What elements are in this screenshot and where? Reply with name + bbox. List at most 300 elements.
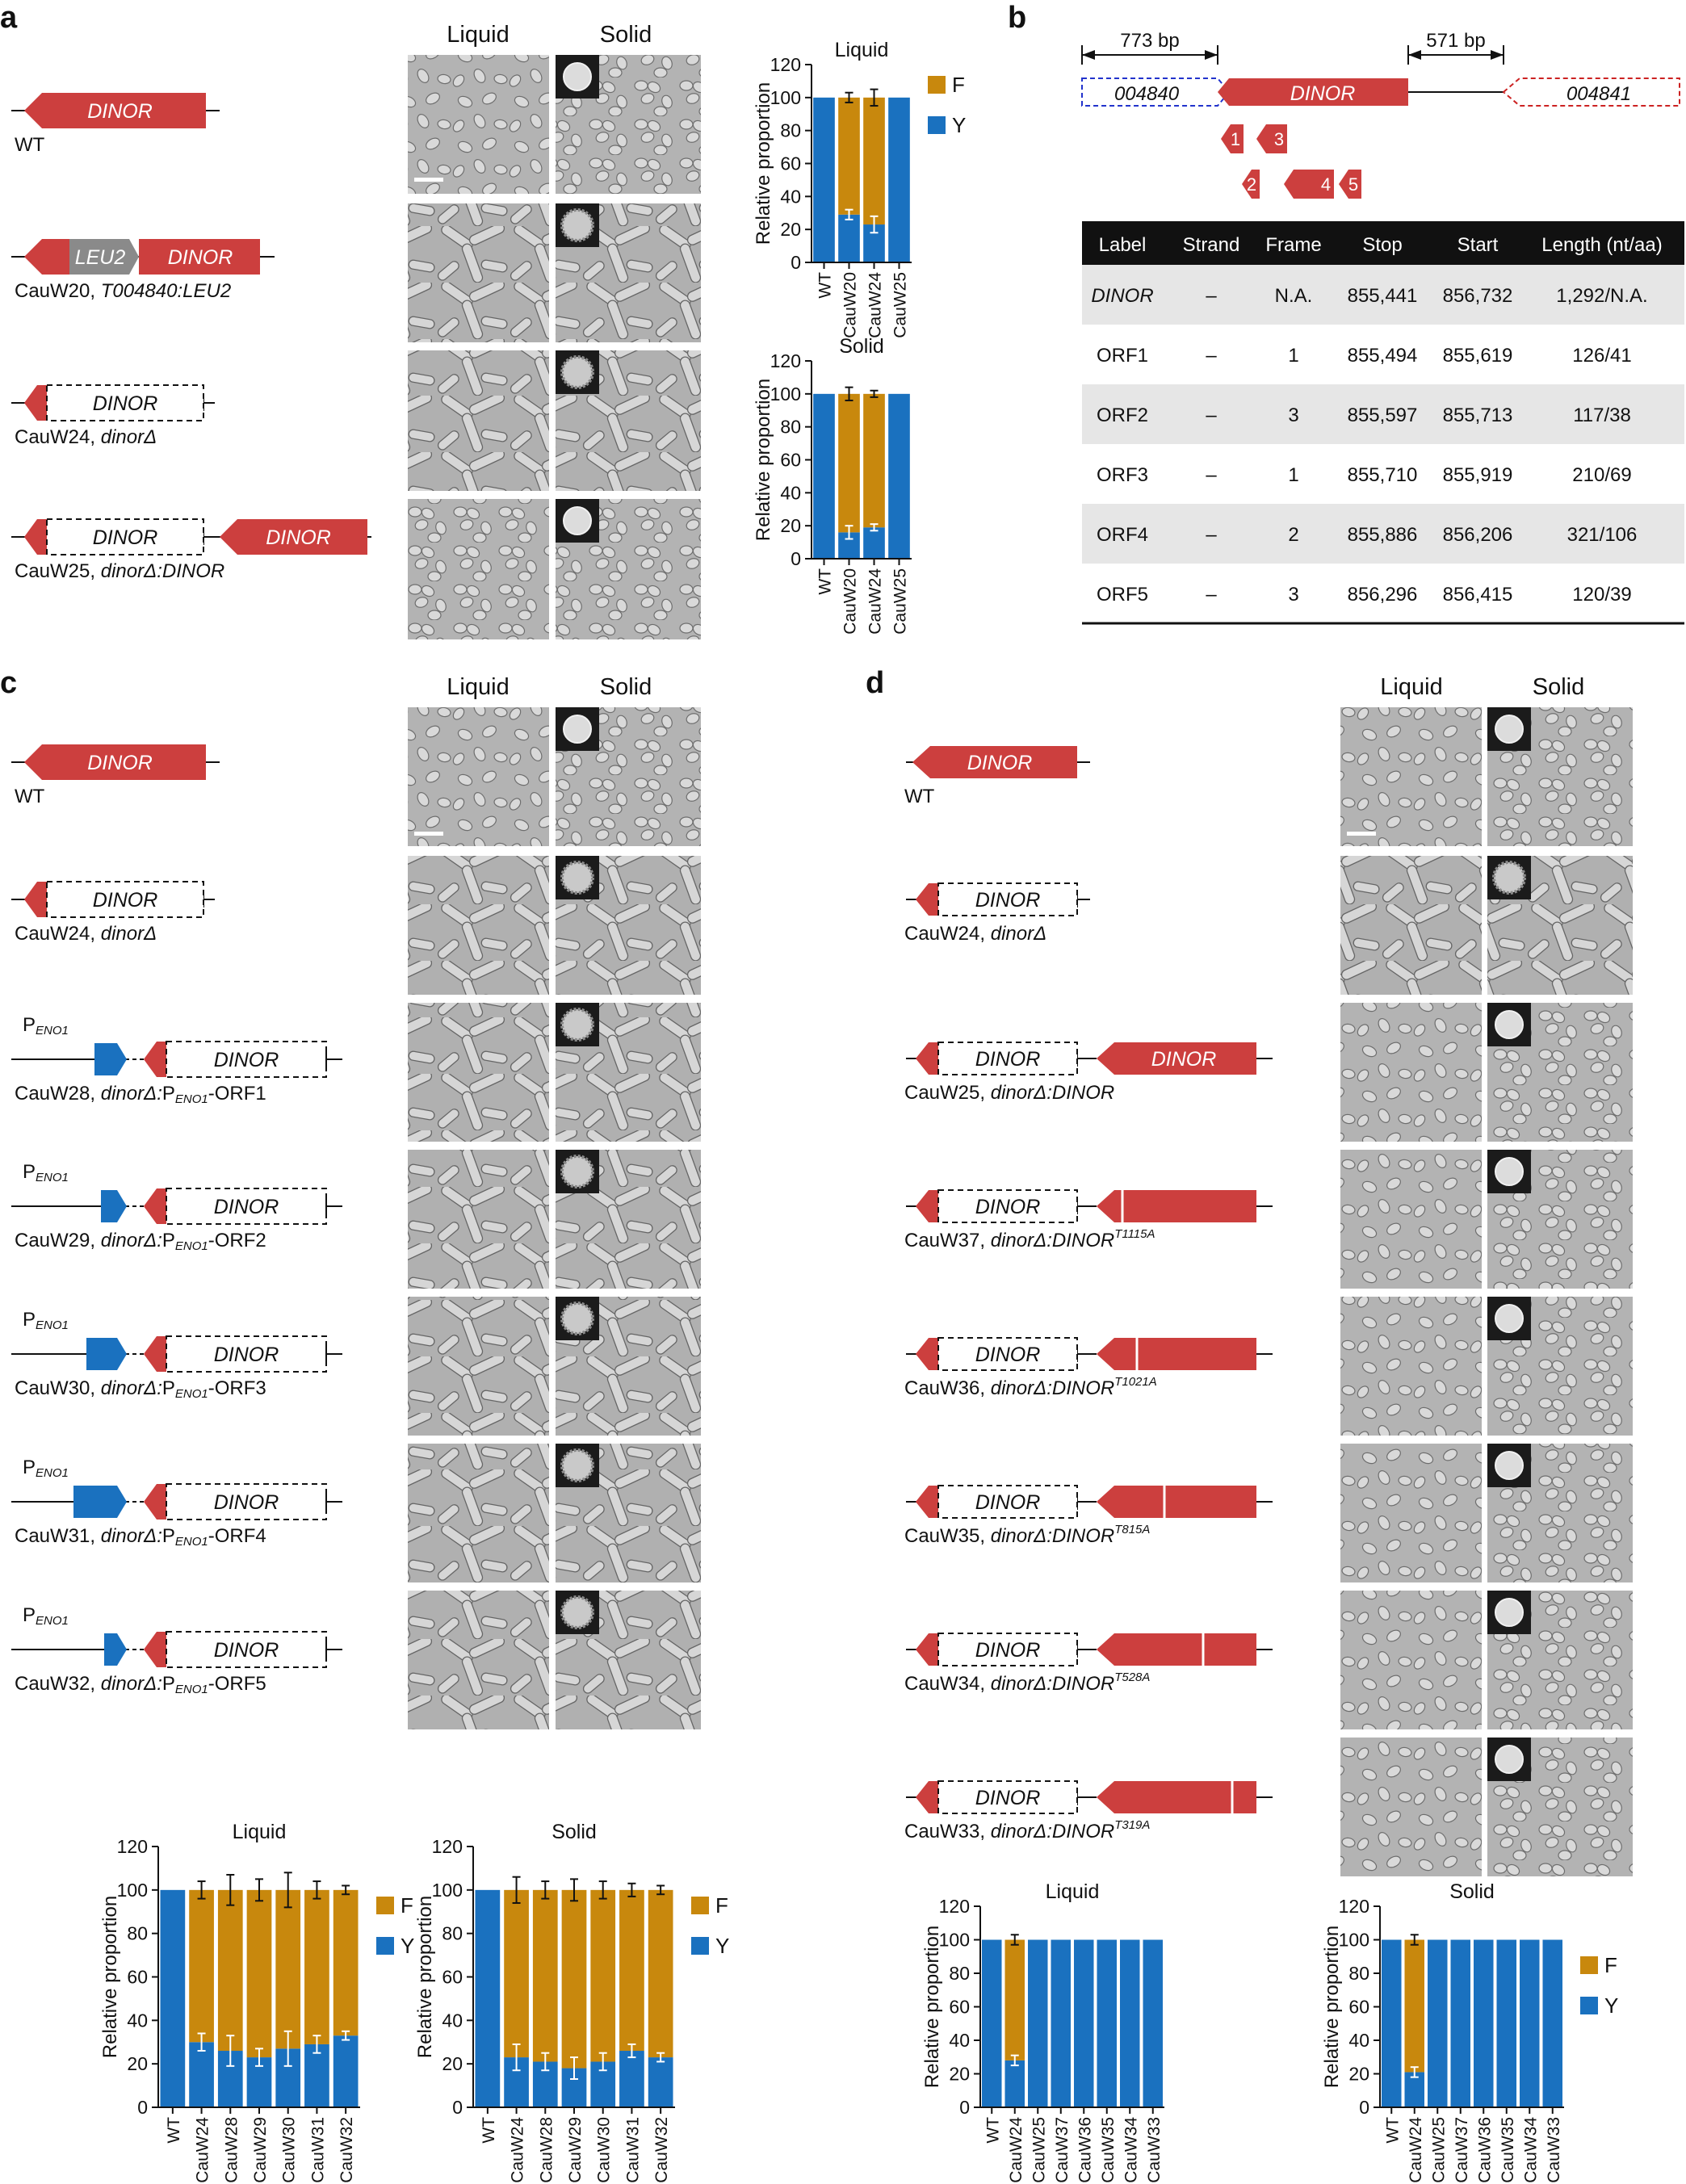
y-tick-label: 80 bbox=[442, 1922, 463, 1944]
orf-blue-arrow bbox=[86, 1338, 127, 1370]
legend-label-f: F bbox=[401, 1893, 413, 1918]
panel-label-d: d bbox=[866, 666, 885, 700]
micrograph-liquid bbox=[1340, 1738, 1482, 1876]
micrograph-liquid bbox=[1340, 1591, 1482, 1729]
chart-title: Solid bbox=[839, 335, 884, 358]
column-header-liquid: Liquid bbox=[1380, 674, 1443, 700]
bar-f bbox=[1004, 1940, 1025, 2060]
strain-label: CauW37, $dinor\Delta:DINOR^{T1115A}$ bbox=[904, 1227, 1155, 1251]
promoter-label: PENO1 bbox=[23, 1309, 69, 1332]
y-tick-label: 120 bbox=[938, 1896, 970, 1917]
bar-f bbox=[838, 98, 860, 215]
deleted-region-label: DINOR bbox=[92, 889, 158, 912]
dinor-gene-label: DINOR bbox=[167, 246, 233, 269]
x-tick-label: CauW29 bbox=[251, 2117, 270, 2183]
y-tick-label: 0 bbox=[452, 2097, 463, 2118]
x-tick-label: CauW31 bbox=[623, 2117, 643, 2183]
y-tick-label: 20 bbox=[442, 2053, 463, 2075]
arrowhead bbox=[1408, 50, 1421, 60]
y-tick-label: 40 bbox=[780, 482, 801, 504]
table-cell: ORF4 bbox=[1096, 524, 1149, 546]
chart-title: Liquid bbox=[232, 1821, 287, 1843]
y-tick-label: 0 bbox=[791, 548, 801, 569]
micrograph-liquid bbox=[408, 203, 549, 342]
strain-label: CauW28, dinorΔ:PENO1-ORF1 bbox=[15, 1083, 266, 1106]
colony-icon bbox=[1494, 862, 1525, 893]
y-tick-label: 120 bbox=[1338, 1896, 1369, 1917]
colony-icon bbox=[562, 210, 593, 241]
colony-icon bbox=[1495, 1599, 1523, 1626]
x-tick-label: CauW35 bbox=[1498, 2117, 1517, 2183]
x-tick-label: CauW29 bbox=[566, 2117, 585, 2183]
bar-y bbox=[1474, 1940, 1494, 2108]
bar-y bbox=[1542, 1940, 1562, 2108]
table-cell: 117/38 bbox=[1573, 405, 1631, 426]
promoter-label: PENO1 bbox=[23, 1161, 69, 1184]
chart-title: Liquid bbox=[1045, 1880, 1100, 1903]
chart-a-solid bbox=[753, 335, 912, 635]
table-cell: 210/69 bbox=[1572, 464, 1632, 486]
deleted-region-label: DINOR bbox=[213, 1049, 279, 1071]
y-tick-label: 100 bbox=[116, 1879, 148, 1901]
x-tick-label: CauW28 bbox=[222, 2117, 241, 2183]
dinor-remnant-arrow bbox=[144, 1188, 166, 1224]
x-tick-label: CauW34 bbox=[1122, 2117, 1141, 2183]
distance-label-left: 773 bp bbox=[1120, 30, 1180, 52]
orf-number: 4 bbox=[1320, 174, 1332, 195]
micrograph-liquid bbox=[1340, 1150, 1482, 1289]
y-tick-label: 60 bbox=[949, 1996, 970, 2018]
y-tick-label: 80 bbox=[1348, 1963, 1369, 1984]
strain-label: WT bbox=[904, 786, 935, 807]
table-cell: 855,886 bbox=[1347, 524, 1418, 546]
colony-icon bbox=[564, 507, 591, 534]
x-tick-label: CauW24 bbox=[193, 2117, 212, 2183]
y-tick-label: 0 bbox=[137, 2097, 148, 2118]
x-tick-label: CauW20 bbox=[841, 272, 860, 338]
orf-number: 5 bbox=[1348, 174, 1359, 195]
deleted-region-label: DINOR bbox=[213, 1196, 279, 1218]
x-tick-label: CauW24 bbox=[1406, 2117, 1425, 2183]
y-tick-label: 0 bbox=[959, 2097, 970, 2118]
table-cell: 1 bbox=[1288, 345, 1299, 367]
gene-004840-label: 004840 bbox=[1114, 83, 1180, 105]
dinor-remnant-arrow bbox=[916, 1338, 938, 1370]
table-cell: 855,597 bbox=[1347, 405, 1418, 426]
bar-f bbox=[1404, 1940, 1424, 2073]
colony-icon bbox=[562, 1597, 593, 1628]
table-cell: 855,441 bbox=[1347, 285, 1418, 307]
colony-icon bbox=[1495, 715, 1523, 743]
deleted-region-label: DINOR bbox=[92, 526, 158, 549]
y-axis-label: Relative proportion bbox=[753, 378, 774, 542]
deleted-region-label: DINOR bbox=[92, 392, 158, 415]
bar-y bbox=[982, 1940, 1002, 2108]
orf-blue-arrow bbox=[101, 1190, 127, 1222]
y-tick-label: 120 bbox=[770, 350, 801, 371]
promoter-label: PENO1 bbox=[23, 1457, 69, 1480]
colony-icon bbox=[562, 1303, 593, 1334]
chart-title: Solid bbox=[1449, 1880, 1495, 1903]
dinor-remnant-arrow bbox=[144, 1632, 166, 1667]
table-header-cell: Stop bbox=[1362, 234, 1403, 256]
bar-y bbox=[1382, 1940, 1402, 2108]
dinor-gene-arrow bbox=[1097, 1338, 1256, 1370]
x-tick-label: CauW28 bbox=[537, 2117, 556, 2183]
dinor-remnant-arrow bbox=[916, 1486, 938, 1518]
x-tick-label: CauW31 bbox=[308, 2117, 328, 2183]
micrograph-liquid bbox=[1340, 707, 1482, 846]
promoter-label: PENO1 bbox=[23, 1014, 69, 1038]
x-tick-label: CauW25 bbox=[891, 568, 910, 635]
scale-bar bbox=[1347, 832, 1376, 836]
table-cell: 856,415 bbox=[1442, 584, 1513, 606]
strain-label: WT bbox=[15, 786, 45, 807]
strain-label: CauW34, $dinor\Delta:DINOR^{T528A}$ bbox=[904, 1670, 1151, 1695]
bar-y bbox=[619, 2051, 644, 2107]
legend-label-f: F bbox=[952, 73, 965, 97]
micrograph-liquid bbox=[408, 1444, 549, 1582]
strain-label: CauW33, $dinor\Delta:DINOR^{T319A}$ bbox=[904, 1818, 1151, 1842]
bar-y bbox=[1428, 1940, 1448, 2108]
bar-f bbox=[562, 1890, 587, 2069]
table-cell: 855,919 bbox=[1442, 464, 1513, 486]
table-cell: ORF1 bbox=[1096, 345, 1149, 367]
bar-y bbox=[161, 1890, 186, 2107]
table-cell: – bbox=[1206, 524, 1217, 546]
table-cell: 855,713 bbox=[1442, 405, 1513, 426]
bar-y bbox=[1120, 1940, 1140, 2108]
legend-label-f: F bbox=[715, 1893, 728, 1918]
bar-f bbox=[304, 1890, 329, 2044]
micrograph-liquid bbox=[408, 499, 549, 639]
deleted-region-label: DINOR bbox=[213, 1344, 279, 1366]
bar-y bbox=[1004, 2060, 1025, 2107]
colony-icon bbox=[562, 357, 593, 388]
colony-icon bbox=[1495, 1746, 1523, 1773]
bar-f bbox=[189, 1890, 214, 2042]
dinor-gene-label: DINOR bbox=[87, 752, 153, 774]
x-tick-label: WT bbox=[1383, 2117, 1403, 2144]
leu2-label: LEU2 bbox=[74, 246, 126, 269]
legend-swatch-y bbox=[928, 116, 946, 134]
micrograph-liquid bbox=[1340, 1003, 1482, 1142]
legend-swatch-f bbox=[376, 1897, 394, 1914]
dinor-gene-label: DINOR bbox=[1151, 1048, 1217, 1071]
x-tick-label: WT bbox=[984, 2117, 1003, 2144]
strain-label: CauW32, dinorΔ:PENO1-ORF5 bbox=[15, 1673, 266, 1696]
deleted-region-label: DINOR bbox=[975, 1344, 1041, 1366]
bar-y bbox=[1074, 1940, 1094, 2108]
colony-icon bbox=[562, 1009, 593, 1040]
x-tick-label: CauW25 bbox=[1429, 2117, 1449, 2183]
y-tick-label: 120 bbox=[770, 54, 801, 75]
x-tick-label: CauW30 bbox=[279, 2117, 299, 2183]
y-tick-label: 0 bbox=[1359, 2097, 1369, 2118]
deleted-region-label: DINOR bbox=[975, 1491, 1041, 1514]
bar-y bbox=[476, 1890, 501, 2107]
dinor-gene-arrow bbox=[1097, 1190, 1256, 1222]
dinor-remnant-arrow bbox=[916, 883, 938, 916]
deleted-region-label: DINOR bbox=[213, 1639, 279, 1662]
colony-icon bbox=[1495, 1011, 1523, 1038]
y-axis-label: Relative proportion bbox=[921, 1925, 943, 2089]
y-tick-label: 100 bbox=[431, 1879, 463, 1901]
colony-icon bbox=[564, 715, 591, 743]
colony-icon bbox=[564, 63, 591, 90]
deleted-region-label: DINOR bbox=[975, 889, 1041, 912]
legend-swatch-f bbox=[1580, 1956, 1598, 1974]
table-cell: 1 bbox=[1288, 464, 1299, 486]
table-cell: DINOR bbox=[1091, 285, 1154, 307]
table-cell: 1,292/N.A. bbox=[1556, 285, 1648, 307]
legend-label-f: F bbox=[1604, 1953, 1617, 1977]
y-tick-label: 20 bbox=[780, 515, 801, 537]
x-tick-label: WT bbox=[479, 2117, 498, 2144]
colony-icon bbox=[1495, 1305, 1523, 1332]
x-tick-label: WT bbox=[164, 2117, 183, 2144]
legend-swatch-y bbox=[376, 1937, 394, 1955]
dinor-remnant-arrow bbox=[24, 239, 69, 275]
bar-y bbox=[1450, 1940, 1470, 2108]
micrograph-liquid bbox=[408, 856, 549, 995]
orf-number: 3 bbox=[1273, 129, 1285, 149]
y-tick-label: 20 bbox=[949, 2063, 970, 2085]
y-tick-label: 100 bbox=[1338, 1929, 1369, 1951]
y-tick-label: 80 bbox=[780, 119, 801, 141]
bar-f bbox=[863, 98, 885, 224]
column-header-solid: Solid bbox=[1532, 674, 1585, 700]
dinor-remnant-arrow bbox=[916, 1633, 938, 1666]
dinor-remnant-arrow bbox=[24, 519, 47, 555]
y-tick-label: 120 bbox=[116, 1836, 148, 1857]
x-tick-label: CauW24 bbox=[508, 2117, 527, 2183]
orf-number: 1 bbox=[1230, 129, 1241, 149]
orf-number: 2 bbox=[1246, 174, 1257, 195]
table-cell: 3 bbox=[1288, 584, 1299, 606]
bar-y bbox=[813, 98, 835, 262]
column-header-solid: Solid bbox=[599, 674, 652, 700]
chart-c-liquid bbox=[99, 1821, 414, 2183]
table-cell: – bbox=[1206, 584, 1217, 606]
bar-f bbox=[504, 1890, 529, 2057]
x-tick-label: WT bbox=[816, 272, 835, 299]
dinor-remnant-arrow bbox=[144, 1484, 166, 1520]
x-tick-label: CauW36 bbox=[1475, 2117, 1495, 2183]
strain-label: CauW30, dinorΔ:PENO1-ORF3 bbox=[15, 1377, 266, 1401]
deleted-region-label: DINOR bbox=[213, 1491, 279, 1514]
x-tick-label: CauW33 bbox=[1144, 2117, 1164, 2183]
chart-c-solid bbox=[414, 1821, 729, 2183]
y-tick-label: 100 bbox=[770, 383, 801, 405]
bar-y bbox=[1143, 1940, 1163, 2108]
x-tick-label: CauW33 bbox=[1544, 2117, 1563, 2183]
colony-icon bbox=[1495, 1452, 1523, 1479]
y-tick-label: 80 bbox=[127, 1922, 148, 1944]
dinor-remnant-arrow bbox=[916, 1190, 938, 1222]
y-axis-label: Relative proportion bbox=[1321, 1925, 1343, 2089]
chart-d-liquid bbox=[921, 1880, 1164, 2183]
table-header-cell: Label bbox=[1098, 234, 1147, 256]
bar-y bbox=[888, 98, 910, 262]
y-tick-label: 40 bbox=[1348, 2030, 1369, 2051]
strain-label: CauW24, dinorΔ bbox=[15, 426, 157, 448]
dinor-gene-label: DINOR bbox=[266, 526, 331, 549]
gene-004841-label: 004841 bbox=[1566, 83, 1632, 105]
table-cell: 855,494 bbox=[1347, 345, 1418, 367]
panel-label-c: c bbox=[0, 666, 18, 700]
table-cell: – bbox=[1206, 345, 1217, 367]
x-tick-label: CauW34 bbox=[1521, 2117, 1541, 2183]
table-header-cell: Strand bbox=[1182, 234, 1240, 256]
deleted-region-label: DINOR bbox=[975, 1196, 1041, 1218]
table-cell: 2 bbox=[1288, 524, 1299, 546]
table-header-cell: Frame bbox=[1265, 234, 1322, 256]
table-cell: 856,732 bbox=[1442, 285, 1513, 307]
y-tick-label: 20 bbox=[127, 2053, 148, 2075]
colony-icon bbox=[562, 1450, 593, 1481]
colony-icon bbox=[562, 1156, 593, 1187]
strain-label: CauW24, dinorΔ bbox=[15, 923, 157, 945]
y-tick-label: 60 bbox=[442, 1966, 463, 1988]
micrograph-liquid bbox=[408, 1591, 549, 1729]
x-tick-label: CauW30 bbox=[594, 2117, 614, 2183]
table-cell: 120/39 bbox=[1572, 584, 1632, 606]
strain-label: CauW36, $dinor\Delta:DINOR^{T1021A}$ bbox=[904, 1375, 1157, 1399]
bar-y bbox=[1496, 1940, 1516, 2108]
bar-f bbox=[218, 1890, 243, 2051]
table-cell: 856,206 bbox=[1442, 524, 1513, 546]
y-axis-label: Relative proportion bbox=[753, 82, 774, 245]
strain-label: CauW25, dinorΔ:DINOR bbox=[904, 1082, 1115, 1104]
column-header-liquid: Liquid bbox=[447, 22, 510, 48]
bar-f bbox=[863, 394, 885, 527]
table-header-cell: Start bbox=[1457, 234, 1499, 256]
orf-blue-arrow bbox=[104, 1633, 127, 1666]
x-tick-label: CauW32 bbox=[652, 2117, 672, 2183]
panel-label-b: b bbox=[1008, 1, 1027, 35]
x-tick-label: CauW32 bbox=[338, 2117, 357, 2183]
bar-f bbox=[648, 1890, 673, 2057]
bar-y bbox=[888, 394, 910, 559]
dinor-remnant-arrow bbox=[144, 1042, 166, 1077]
arrowhead bbox=[1491, 50, 1504, 60]
strain-label: CauW20, T004840:LEU2 bbox=[15, 280, 232, 302]
bar-f bbox=[275, 1890, 300, 2048]
micrograph-liquid bbox=[408, 1150, 549, 1289]
deleted-region-label: DINOR bbox=[975, 1639, 1041, 1662]
micrograph-liquid bbox=[1340, 1297, 1482, 1436]
dinor-remnant-arrow bbox=[916, 1042, 938, 1075]
x-tick-label: WT bbox=[816, 568, 835, 595]
y-tick-label: 40 bbox=[442, 2010, 463, 2031]
x-tick-label: CauW36 bbox=[1076, 2117, 1095, 2183]
legend-swatch-y bbox=[691, 1937, 709, 1955]
x-tick-label: CauW20 bbox=[841, 568, 860, 635]
y-tick-label: 60 bbox=[780, 449, 801, 471]
column-header-solid: Solid bbox=[599, 22, 652, 48]
bar-y bbox=[813, 394, 835, 559]
bar-y bbox=[863, 527, 885, 559]
y-tick-label: 40 bbox=[127, 2010, 148, 2031]
table-cell: 321/106 bbox=[1566, 524, 1638, 546]
bar-y bbox=[1051, 1940, 1071, 2108]
bar-y bbox=[189, 2042, 214, 2107]
legend-swatch-f bbox=[928, 76, 946, 94]
scale-bar bbox=[414, 178, 443, 182]
panel-label-a: a bbox=[0, 1, 18, 35]
bar-y bbox=[1097, 1940, 1117, 2108]
table-header-cell: Length (nt/aa) bbox=[1541, 234, 1663, 256]
arrowhead bbox=[1205, 50, 1218, 60]
table-cell: – bbox=[1206, 405, 1217, 426]
table-cell: 855,710 bbox=[1347, 464, 1418, 486]
table-cell: ORF5 bbox=[1096, 584, 1149, 606]
x-tick-label: CauW24 bbox=[866, 272, 885, 338]
table-cell: – bbox=[1206, 285, 1217, 307]
micrograph-liquid bbox=[408, 350, 549, 491]
bar-f bbox=[838, 394, 860, 533]
strain-label: CauW24, dinorΔ bbox=[904, 923, 1047, 945]
y-axis-label: Relative proportion bbox=[414, 1895, 436, 2059]
legend-swatch-f bbox=[691, 1897, 709, 1914]
chart-a-liquid bbox=[753, 39, 966, 338]
dinor-gene-label: DINOR bbox=[967, 752, 1033, 774]
bar-y bbox=[1028, 1940, 1048, 2108]
table-cell: 856,296 bbox=[1347, 584, 1418, 606]
bar-f bbox=[333, 1890, 359, 2035]
x-tick-label: CauW25 bbox=[1030, 2117, 1049, 2183]
table-cell: N.A. bbox=[1274, 285, 1313, 307]
y-tick-label: 0 bbox=[791, 252, 801, 273]
y-tick-label: 80 bbox=[780, 416, 801, 438]
y-tick-label: 120 bbox=[431, 1836, 463, 1857]
deleted-region-label: DINOR bbox=[975, 1787, 1041, 1809]
table-cell: ORF2 bbox=[1096, 405, 1149, 426]
micrograph-liquid bbox=[1340, 1444, 1482, 1582]
y-tick-label: 60 bbox=[127, 1966, 148, 1988]
dinor-gene-arrow bbox=[1097, 1486, 1256, 1518]
x-tick-label: CauW37 bbox=[1452, 2117, 1471, 2183]
y-tick-label: 60 bbox=[780, 153, 801, 174]
bar-f bbox=[533, 1890, 558, 2062]
bar-f bbox=[619, 1890, 644, 2051]
y-tick-label: 100 bbox=[938, 1929, 970, 1951]
micrograph-liquid bbox=[408, 1297, 549, 1436]
colony-icon bbox=[562, 862, 593, 893]
micrograph-liquid bbox=[408, 55, 549, 194]
chart-title: Solid bbox=[552, 1821, 597, 1843]
strain-label: CauW31, dinorΔ:PENO1-ORF4 bbox=[15, 1525, 266, 1549]
micrograph-liquid bbox=[408, 1003, 549, 1142]
micrograph-liquid bbox=[408, 707, 549, 846]
dinor-remnant-arrow bbox=[144, 1336, 166, 1372]
strain-label: WT bbox=[15, 134, 45, 156]
legend-label-y: Y bbox=[952, 113, 967, 137]
column-header-liquid: Liquid bbox=[447, 674, 510, 700]
bar-y bbox=[1520, 1940, 1540, 2108]
x-tick-label: CauW24 bbox=[866, 568, 885, 635]
promoter-label: PENO1 bbox=[23, 1604, 69, 1628]
arrowhead bbox=[1082, 50, 1095, 60]
dinor-gene-arrow bbox=[1097, 1633, 1256, 1666]
x-tick-label: CauW35 bbox=[1098, 2117, 1118, 2183]
distance-label-right: 571 bp bbox=[1426, 30, 1486, 52]
micrograph-liquid bbox=[1340, 856, 1482, 995]
y-axis-label: Relative proportion bbox=[99, 1895, 121, 2059]
legend-label-y: Y bbox=[401, 1934, 415, 1958]
y-tick-label: 60 bbox=[1348, 1996, 1369, 2018]
